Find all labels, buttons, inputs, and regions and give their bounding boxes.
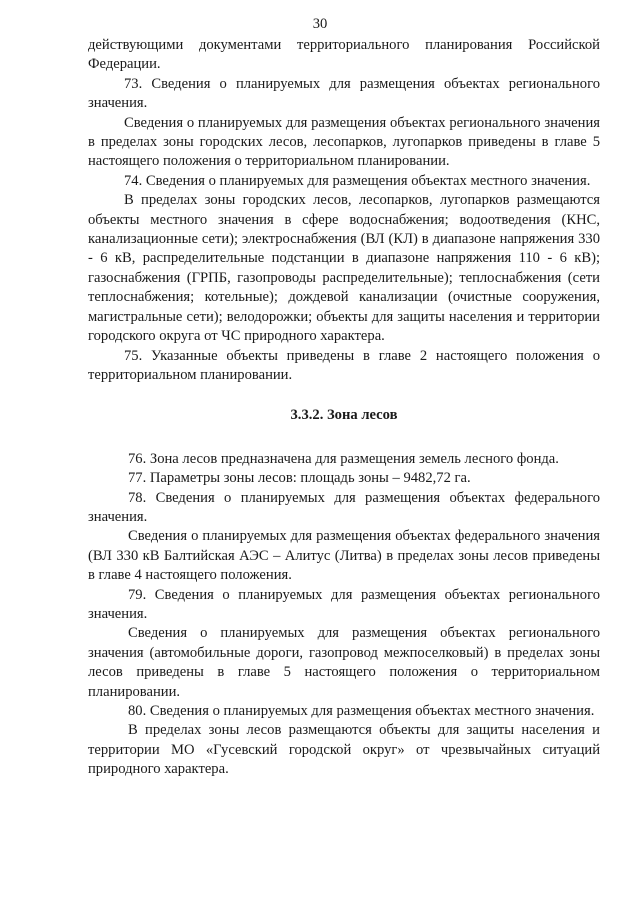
paragraph: действующими документами территориального планирования Российской Федерации.: [88, 37, 600, 73]
paragraph: 79. Сведения о планируемых для размещения объектах регионального значения.: [88, 586, 600, 622]
paragraph: 75. Указанные объекты приведены в главе 2 настоящего положения о территориальном планировании.: [88, 347, 600, 383]
paragraph: Сведения о планируемых для размещения объектах регионального значения в пределах зоны городских лесов, лесопарков, лугопарков приведены в главе 5 настоящего положения о территориальном планировании.: [88, 114, 600, 170]
paragraph: 76. Зона лесов предназначена для размещения земель лесного фонда.: [128, 450, 559, 467]
paragraph: Сведения о планируемых для размещения объектах федерального значения (ВЛ 330 кВ Балтийская АЭС – Алитус (Литва) в пределах зоны лесов приведены в главе 4 настоящего положения.: [88, 528, 600, 584]
paragraph: 73. Сведения о планируемых для размещения объектах регионального значения.: [88, 75, 600, 112]
paragraph: 74. Сведения о планируемых для размещения объектах местного значения.: [124, 172, 591, 189]
paragraph: 78. Сведения о планируемых для размещения объектах федерального значения.: [88, 489, 600, 525]
paragraph: 77. Параметры зоны лесов: площадь зоны – 9482,72 га.: [128, 470, 471, 487]
paragraph: В пределах зоны лесов размещаются объекты для защиты населения и территории МО «Гусевский городской округ» от чрезвычайных ситуаций природного характера.: [88, 722, 600, 778]
body-text: [88, 36, 600, 780]
page-number: 30: [312, 16, 328, 32]
paragraph: В пределах зоны городских лесов, лесопарков, лугопарков размещаются объекты местного значения в сфере водоснабжения; водоотведения (КНС, канализационные сети); электроснабжения (ВЛ (КЛ) в диапазоне напряжения 330 - 6 кВ, распределительные подстанции в диапазоне напряжения 110 - 6 кВ); газоснабжения (ГРПБ, газопроводы распределительные); теплоснабжения (сети теплоснабжения; котельные); дождевой канализации (очистные сооружения, магистральные сети); велодорожки; объекты для защиты населения и территории городского округа от ЧС природного характера.: [88, 192, 600, 345]
paragraph: Сведения о планируемых для размещения объектах регионального значения (автомобильные дороги, газопровод межпоселковый) в пределах зоны лесов приведены в главе 5 настоящего положения о территориальном планировании.: [88, 625, 600, 700]
paragraph: 80. Сведения о планируемых для размещения объектах местного значения.: [128, 703, 595, 719]
section-title: 3.3.2. Зона лесов: [290, 407, 398, 424]
